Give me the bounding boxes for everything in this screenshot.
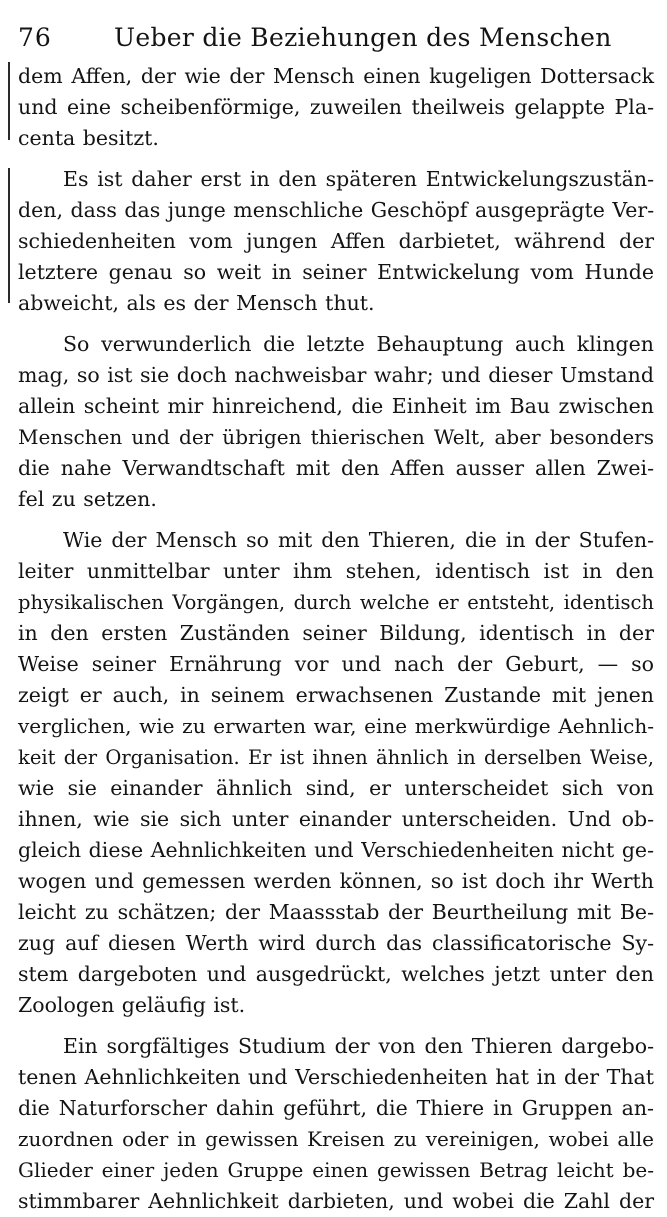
text-line: dem Affen, der wie der Mensch einen kugeligen Dottersack bbox=[18, 64, 654, 88]
text-line: wogen und gemessen werden können, so ist doch ihr Werth bbox=[18, 869, 654, 893]
text-line: zug auf diesen Werth wird durch das classificatorische Sy- bbox=[18, 931, 654, 955]
page-number: 76 bbox=[18, 23, 52, 52]
text-line: leiter unmittelbar unter ihm stehen, identisch ist in den bbox=[18, 559, 654, 583]
text-line: und eine scheibenförmige, zuweilen theilweis gelappte Pla- bbox=[18, 95, 654, 119]
paragraph-4 bbox=[18, 525, 654, 1021]
text-line: allein scheint mir hinreichend, die Einheit im Bau zwischen bbox=[18, 394, 654, 418]
text-line: Es ist daher erst in den späteren Entwickelungszustän- bbox=[63, 167, 654, 191]
text-line: Menschen und der übrigen thierischen Welt, aber besonders bbox=[18, 425, 654, 449]
text-line: leicht zu schätzen; der Maassstab der Beurtheilung mit Be- bbox=[18, 900, 654, 924]
text-line: verglichen, wie zu erwarten war, eine merkwürdige Aehnlich- bbox=[18, 714, 654, 738]
paragraph-3 bbox=[18, 329, 654, 515]
text-line: centa besitzt. bbox=[18, 126, 159, 150]
text-line: letztere genau so weit in seiner Entwickelung vom Hunde bbox=[18, 260, 654, 284]
text-line: stem dargeboten und ausgedrückt, welches jetzt unter den bbox=[18, 962, 654, 986]
text-line: stimmbarer Aehnlichkeit darbieten, und wobei die Zahl der bbox=[18, 1189, 654, 1213]
text-line: abweicht, als es der Mensch thut. bbox=[18, 291, 375, 315]
paragraph-2 bbox=[18, 164, 654, 319]
text-line: Weise seiner Ernährung vor und nach der Geburt, — so bbox=[18, 652, 654, 676]
text-line: Wie der Mensch so mit den Thieren, die in der Stufen- bbox=[63, 528, 654, 552]
text-line: den, dass das junge menschliche Geschöpf ausgeprägte Ver- bbox=[18, 198, 655, 222]
text-line: So verwunderlich die letzte Behauptung auch klingen bbox=[63, 332, 654, 356]
text-line: Glieder einer jeden Gruppe einen gewissen Betrag leicht be- bbox=[18, 1158, 654, 1182]
text-line: mag, so ist sie doch nachweisbar wahr; und dieser Umstand bbox=[18, 363, 654, 387]
text-line: wie sie einander ähnlich sind, er unterscheidet sich von bbox=[18, 776, 654, 800]
text-line: die Naturforscher dahin geführt, die Thiere in Gruppen an- bbox=[18, 1096, 654, 1120]
text-line: Ein sorgfältiges Studium der von den Thieren dargebo- bbox=[63, 1034, 654, 1058]
text-line: ihnen, wie sie sich unter einander unterscheiden. Und ob- bbox=[18, 807, 654, 831]
text-line: zeigt er auch, in seinem erwachsenen Zustande mit jenen bbox=[18, 683, 654, 707]
running-head bbox=[18, 20, 658, 56]
running-title: Ueber die Beziehungen des Menschen bbox=[114, 23, 612, 52]
body-text bbox=[18, 61, 654, 1217]
text-line: keit der Organisation. Er ist ihnen ähnlich in derselben Weise, bbox=[18, 746, 654, 769]
text-line: Zoologen geläufig ist. bbox=[18, 993, 246, 1017]
text-line: gleich diese Aehnlichkeiten und Verschiedenheiten nicht ge- bbox=[18, 838, 654, 862]
paragraph-5 bbox=[18, 1031, 654, 1217]
text-line: schiedenheiten vom jungen Affen darbietet, während der bbox=[18, 229, 654, 253]
text-line: zuordnen oder in gewissen Kreisen zu vereinigen, wobei alle bbox=[18, 1127, 654, 1151]
text-line: fel zu setzen. bbox=[18, 487, 157, 511]
text-line: physikalischen Vorgängen, durch welche er entsteht, identisch bbox=[18, 591, 654, 614]
text-line: tenen Aehnlichkeiten und Verschiedenheiten hat in der That bbox=[18, 1065, 654, 1089]
margin-rule-middle bbox=[8, 168, 10, 303]
text-line: die nahe Verwandtschaft mit den Affen ausser allen Zwei- bbox=[18, 456, 654, 480]
text-line: in den ersten Zuständen seiner Bildung, identisch in der bbox=[18, 621, 654, 645]
paragraph-1 bbox=[18, 61, 654, 154]
margin-rule-top bbox=[8, 62, 10, 140]
